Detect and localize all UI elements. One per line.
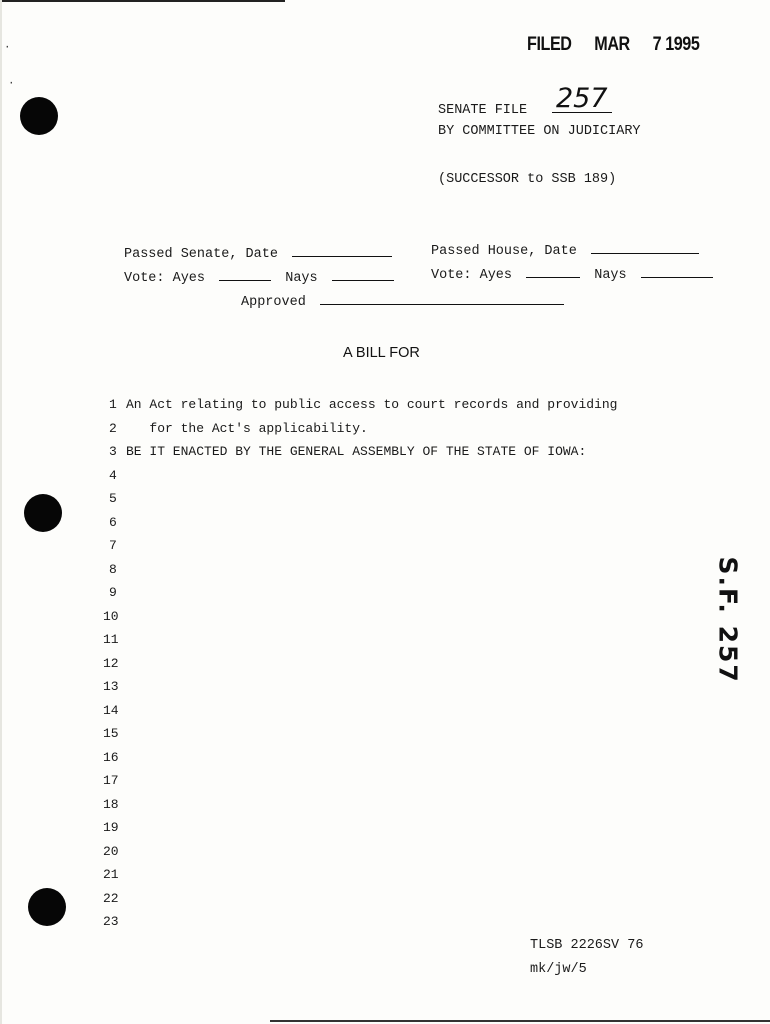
bill-line-text: for the Act's applicability. — [126, 420, 368, 436]
line-number: 20 — [103, 843, 119, 859]
line-number: 14 — [103, 702, 119, 718]
footer-code: TLSB 2226SV 76 — [530, 938, 644, 953]
filed-stamp-date: 7 1995 — [652, 34, 700, 55]
line-number: 16 — [103, 749, 119, 765]
line-number: 13 — [103, 679, 119, 694]
filed-stamp — [527, 34, 699, 56]
bill-line-text: BE IT ENACTED BY THE GENERAL ASSEMBLY OF THE STATE OF IOWA: — [126, 444, 587, 459]
approved-blank — [320, 302, 564, 305]
punch-hole — [24, 494, 62, 532]
house-nays-blank — [641, 275, 713, 278]
passed-senate-row — [124, 247, 392, 262]
approved-row — [241, 295, 564, 310]
punch-hole — [20, 97, 58, 135]
line-number: 5 — [109, 491, 117, 506]
line-number: 9 — [109, 585, 117, 600]
line-number: 2 — [109, 420, 117, 436]
senate-vote-ayes-label: Vote: Ayes — [124, 271, 206, 286]
passed-senate-label: Passed Senate, Date — [124, 247, 278, 262]
house-ayes-blank — [526, 275, 580, 278]
line-number: 10 — [103, 608, 119, 624]
line-number: 17 — [103, 773, 119, 788]
house-vote-ayes-label: Vote: Ayes — [431, 268, 513, 283]
line-number: 3 — [109, 444, 117, 459]
house-vote-row — [431, 268, 713, 283]
handwritten-margin-note — [708, 548, 748, 684]
senate-vote-row — [124, 271, 394, 286]
line-number: 23 — [103, 914, 119, 929]
line-number: 22 — [103, 890, 119, 906]
passed-house-row — [431, 244, 699, 259]
line-number: 18 — [103, 796, 119, 812]
passed-senate-date-blank — [292, 254, 392, 257]
page-top-edge — [0, 0, 285, 2]
senate-nays-blank — [332, 278, 394, 281]
bill-title: A BILL FOR — [343, 345, 420, 361]
page-bottom-edge — [270, 1020, 770, 1022]
line-number: 4 — [109, 467, 117, 483]
footer-initials: mk/jw/5 — [530, 962, 587, 977]
line-number: 21 — [103, 867, 119, 882]
line-number: 19 — [103, 820, 119, 835]
line-number: 8 — [109, 561, 117, 577]
filed-stamp-label: FILED — [527, 34, 572, 55]
line-number: 7 — [109, 538, 117, 553]
senate-vote-nays-label: Nays — [285, 271, 318, 286]
senate-ayes-blank — [219, 278, 271, 281]
line-number: 12 — [103, 655, 119, 671]
senate-file-number: 257 — [552, 86, 612, 113]
scan-speck: · — [4, 42, 11, 54]
senate-file-label: SENATE FILE — [438, 103, 528, 118]
line-number: 15 — [103, 726, 119, 741]
passed-house-date-blank — [591, 251, 699, 254]
handwritten-sf-number: S.F. 257 — [713, 556, 743, 684]
scan-speck: · — [8, 78, 15, 90]
bill-line-text: An Act relating to public access to court records and providing — [126, 397, 618, 412]
page-left-edge — [0, 0, 2, 1024]
line-number: 1 — [109, 397, 117, 412]
punch-hole — [28, 888, 66, 926]
line-number: 6 — [109, 514, 117, 530]
approved-label: Approved — [241, 295, 306, 310]
line-number: 11 — [103, 632, 119, 647]
successor-line: (SUCCESSOR to SSB 189) — [438, 172, 617, 187]
committee-line: BY COMMITTEE ON JUDICIARY — [438, 124, 641, 139]
house-vote-nays-label: Nays — [594, 268, 627, 283]
passed-house-label: Passed House, Date — [431, 244, 577, 259]
filed-stamp-month: MAR — [594, 34, 630, 55]
